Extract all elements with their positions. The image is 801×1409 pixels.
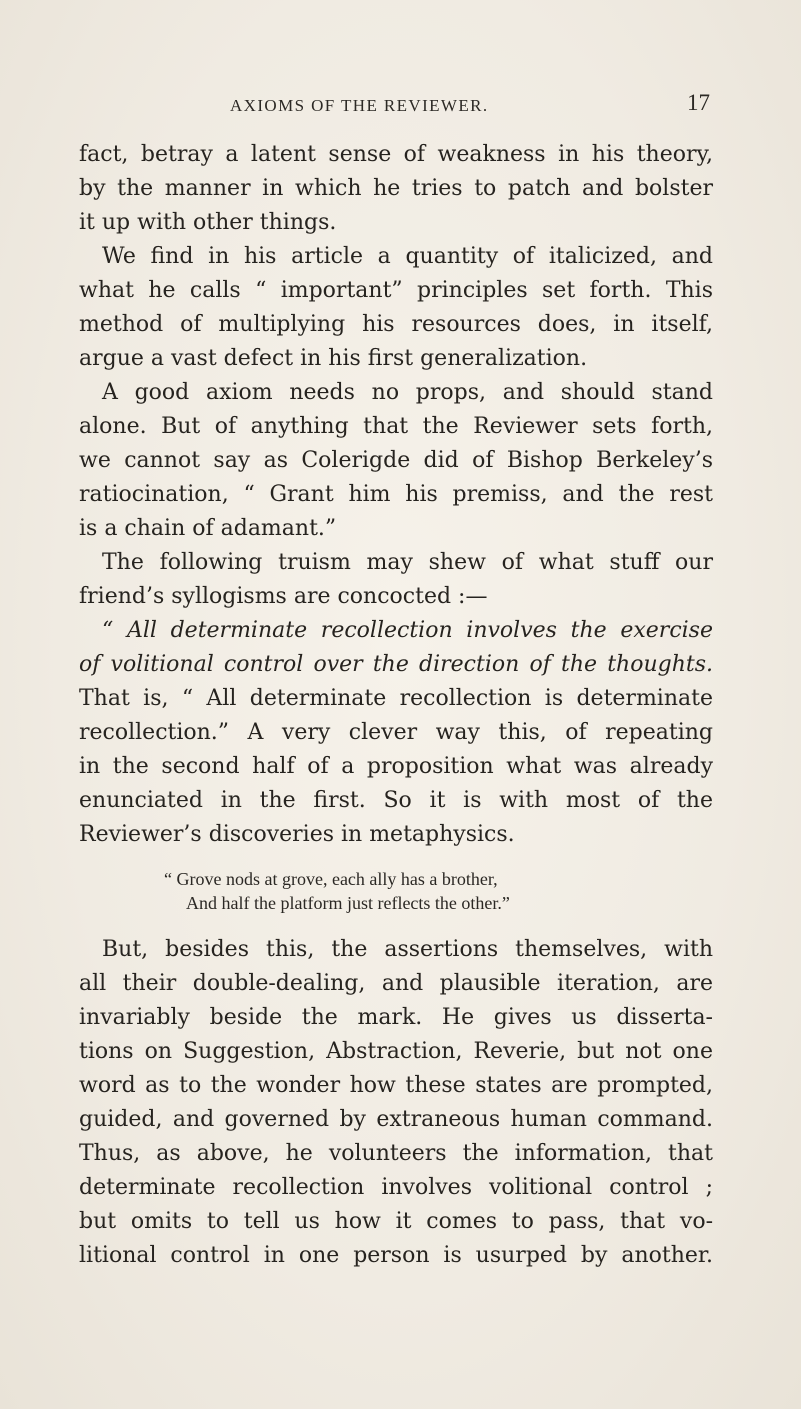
verse-line: “ Grove nods at grove, each ally has a brother, [164, 869, 498, 889]
text-line: Thus, as above, he volunteers the information, that [79, 1141, 713, 1166]
text-line: A good axiom needs no props, and should stand [102, 380, 713, 405]
text-line: word as to the wonder how these states are prompted, [79, 1073, 713, 1098]
text-line: fact, betray a latent sense of weakness in his theory, [79, 142, 713, 167]
text-line: determinate recollection involves volitional control ; [79, 1175, 713, 1200]
text-line: but omits to tell us how it comes to pass, that vo- [79, 1209, 713, 1234]
text-line: friend’s syllogisms are concocted :— [79, 584, 488, 609]
text-line: enunciated in the first. So it is with most of the [79, 788, 713, 813]
text-line: in the second half of a proposition what was already [79, 754, 713, 779]
page-number: 17 [687, 90, 710, 115]
text-line: what he calls “ important” principles set forth. This [79, 278, 713, 303]
text-line: That is, “ All determinate recollection is determinate [79, 686, 713, 711]
text-line: method of multiplying his resources does, in itself, [79, 312, 713, 337]
text-line: Reviewer’s discoveries in metaphysics. [79, 822, 515, 847]
text-line-italic: of volitional control over the direction of the thoughts. [79, 652, 713, 677]
text-line: litional control in one person is usurped by another. [79, 1243, 713, 1268]
text-line: guided, and governed by extraneous human command. [79, 1107, 713, 1132]
text-line: is a chain of adamant.” [79, 516, 337, 541]
text-line: by the manner in which he tries to patch and bolster [79, 176, 713, 201]
text-line: recollection.” A very clever way this, of repeating [79, 720, 713, 745]
text-line: argue a vast defect in his first generalization. [79, 346, 588, 371]
text-line: ratiocination, “ Grant him his premiss, and the rest [79, 482, 713, 507]
text-line: The following truism may shew of what stuff our [102, 550, 713, 575]
text-line: invariably beside the mark. He gives us disserta- [79, 1005, 713, 1030]
verse-line: And half the platform just reflects the other.” [186, 893, 510, 913]
text-line-italic: “ All determinate recollection involves the exercise [102, 618, 713, 643]
text-line: We find in his article a quantity of italicized, and [102, 244, 713, 269]
text-line: But, besides this, the assertions themselves, with [102, 937, 713, 962]
text-line: tions on Suggestion, Abstraction, Reverie, but not one [79, 1039, 713, 1064]
page-header [78, 90, 712, 120]
text-line: it up with other things. [79, 210, 337, 235]
text-line: alone. But of anything that the Reviewer sets forth, [79, 414, 713, 439]
text-line: we cannot say as Colerigde did of Bishop Berkeley’s [79, 448, 713, 473]
text-line: all their double-dealing, and plausible iteration, are [79, 971, 713, 996]
running-title: AXIOMS OF THE REVIEWER. [230, 96, 489, 115]
